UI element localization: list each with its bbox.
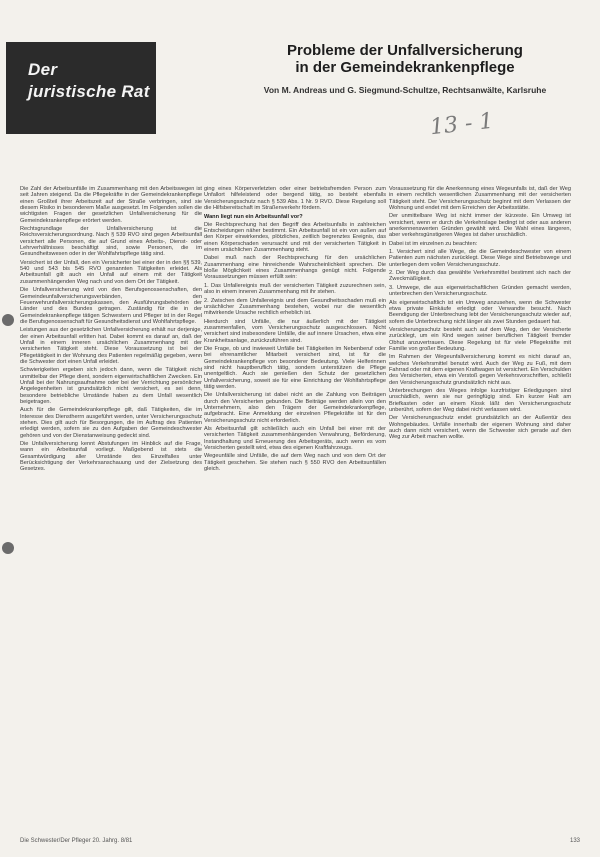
- paragraph: Die Frage, ob und inwieweit Unfälle bei Tätigkeiten im Nebenberuf oder bei ehrenamtlicher Mitarbeit versichert sind, ist für die Gemeindekrankenpflege von besonderer Bedeutung. Viele Helferinnen sind nicht hauptberuflich tätig, sondern unterstützen die Pflege unentgeltlich. Auch sie genießen den Schutz der gesetzlichen Unfallversicherung, soweit sie für eine Einrichtung der Wohlfahrtspflege tätig werden.: [204, 345, 386, 390]
- paragraph: Dabei muß nach der Rechtsprechung für den ursächlichen Zusammenhang eine hinreichende Wahrscheinlichkeit sprechen. Die bloße Möglichkeit eines Zusammenhangs genügt nicht. Folgende Voraussetzungen müssen erfüllt sein:: [204, 255, 386, 281]
- title-line-2: in der Gemeindekrankenpflege: [295, 59, 515, 76]
- article-authors: Von M. Andreas und G. Siegmund-Schultze, Rechtsanwälte, Karlsruhe: [263, 85, 547, 95]
- paragraph: Als eigenwirtschaftlich ist ein Umweg anzusehen, wenn die Schwester etwa private Einkäufe erledigt oder Verwandte besucht. Nach Beendigung der Unterbrechung lebt der Versicherungsschutz wieder auf, sofern die Unterbrechung nicht länger als zwei Stunden gedauert hat.: [389, 299, 571, 325]
- paragraph: Wegeunfälle sind Unfälle, die auf dem Weg nach und von dem Ort der Tätigkeit geschehen. Sie stehen nach § 550 RVO den Arbeitsunfällen gleich.: [204, 453, 386, 473]
- paragraph: Unterbrechungen des Weges infolge kurzfristiger Erledigungen sind unschädlich, wenn sie nur geringfügig sind. Ein kurzer Halt am Briefkasten oder an einem Kiosk läßt den Versicherungsschutz unberührt, sofern der Weg dabei nicht verlassen wird.: [389, 387, 571, 413]
- paragraph: Der unmittelbare Weg ist nicht immer der kürzeste. Ein Umweg ist versichert, wenn er durch die Verkehrslage bedingt ist oder aus anderen anerkennenswerten Gründen gewählt wird. Die Wahl eines längeren, aber verkehrsgünstigeren Weges ist daher unschädlich.: [389, 213, 571, 239]
- banner-line-1: Der: [28, 60, 58, 79]
- paragraph: ging eines Körperverletzten oder einer betriebsfremden Person zum Unfallort hilfeleistend oder bergend tätig, so besteht ebenfalls Versicherungsschutz nach § 539 Abs. 1 Nr. 9 RVO. Diese Regelung soll die Hilfsbereitschaft im Straßenverkehr fördern.: [204, 186, 386, 212]
- paragraph: Die Zahl der Arbeitsunfälle im Zusammenhang mit den Arbeitswegen ist seit Jahren steigend. Da die Pflegekräfte in der Gemeindekrankenpflege einen Großteil ihrer Arbeitszeit auf der Straße verbringen, sind sie diesem Risiko in besonderem Maße ausgesetzt. Im Folgenden sollen die wichtigsten Fragen der gesetzlichen Unfallversicherung für die Gemeindekrankenpflege erörtert werden.: [20, 186, 202, 224]
- paragraph: 1. Das Unfallereignis muß der versicherten Tätigkeit zuzurechnen sein, also in einem inneren Zusammenhang mit ihr stehen.: [204, 282, 386, 296]
- paragraph: Die Unfallversicherung wird von den Berufsgenossenschaften, den Gemeindeunfallversicherungsverbänden, den Feuerwehrunfallversicherungskassen, den Ausführungsbehörden der Länder und des Bundes getragen. Zuständig für die in der Gemeindekrankenpflege tätigen Schwestern und Pfleger ist in der Regel die Berufsgenossenschaft für Gesundheitsdienst und Wohlfahrtspflege.: [20, 287, 202, 325]
- paragraph: Auch für die Gemeindekrankenpflege gilt, daß Tätigkeiten, die im Interesse des Dienstherrn ausgeführt werden, unter Versicherungsschutz stehen. Dies gilt auch für Besorgungen, die im Auftrag des Patienten erledigt werden, sofern sie zu den Aufgaben der Gemeindeschwester gehören und von der Dienstanweisung gedeckt sind.: [20, 407, 202, 439]
- paragraph: Der Versicherungsschutz endet grundsätzlich an der Außentür des Wohngebäudes. Unfälle innerhalb der eigenen Wohnung sind daher auch dann nicht versichert, wenn die Schwester sich gerade auf den Weg zur Arbeit machen wollte.: [389, 415, 571, 441]
- paragraph: 1. Versichert sind alle Wege, die die Gemeindeschwester von einem Patienten zum nächsten zurücklegt. Diese Wege sind Betriebswege und unterliegen dem vollen Versicherungsschutz.: [389, 249, 571, 268]
- paragraph: Rechtsgrundlage der Unfallversicherung ist die Reichsversicherungsordnung. Nach § 539 RVO sind gegen Arbeitsunfall versichert alle Personen, die auf Grund eines Arbeits-, Dienst- oder Lehrverhältnisses beschäftigt sind, sowie Personen, die im Gesundheitswesen oder in der Wohlfahrtspflege tätig sind.: [20, 226, 202, 258]
- paragraph: Hierdurch sind Unfälle, die nur äußerlich mit der Tätigkeit zusammenfallen, vom Versicherungsschutz ausgeschlossen. Nicht versichert sind insbesondere Unfälle, die auf innere Ursachen, etwa eine Krankheitsanlage, zurückzuführen sind.: [204, 318, 386, 344]
- paragraph: Versicherungsschutz besteht auch auf dem Weg, den der Versicherte zurücklegt, um ein Kind wegen seiner beruflichen Tätigkeit fremder Obhut anzuvertrauen. Diese Regelung ist für viele Pflegekräfte mit Familie von großer Bedeutung.: [389, 326, 571, 352]
- punch-hole-icon: [2, 542, 14, 554]
- article-title: [250, 42, 560, 76]
- text-column-3: [389, 186, 571, 822]
- paragraph: Im Rahmen der Wegeunfallversicherung kommt es nicht darauf an, welches Verkehrsmittel benutzt wird. Auch der Weg zu Fuß, mit dem Fahrrad oder mit dem eigenen Kraftwagen ist versichert. Ein Verschulden des Versicherten, etwa ein Verstoß gegen Verkehrsvorschriften, schließt den Versicherungsschutz grundsätzlich nicht aus.: [389, 354, 571, 386]
- paragraph: Die Unfallversicherung kennt Abstufungen im Hinblick auf die Frage, wann ein Arbeitsunfall vorliegt. Maßgebend ist stets die Gesamtwürdigung aller Umstände des Einzelfalles unter Berücksichtigung der Verkehrsanschauung und der Zielsetzung des Gesetzes.: [20, 441, 202, 473]
- paragraph: Die Unfallversicherung ist dabei nicht an die Zahlung von Beiträgen durch den Versicherten gebunden. Die Beiträge werden allein von den Unternehmern, also den Trägern der Gemeindekrankenpflege, aufgebracht. Eine Anmeldung der einzelnen Pflegekräfte ist für den Versicherungsschutz nicht erforderlich.: [204, 392, 386, 424]
- paragraph: Leistungen aus der gesetzlichen Unfallversicherung erhält nur derjenige, der einen Arbeitsunfall erlitten hat. Dabei kommt es darauf an, daß der Unfall in einem inneren ursächlichen Zusammenhang mit der versicherten Tätigkeit steht. Diese Voraussetzung ist bei der Pflegetätigkeit in der Wohnung des Patienten regelmäßig gegeben, wenn die Schwester dort einen Unfall erleidet.: [20, 327, 202, 365]
- paragraph: Versichert ist der Unfall, den ein Versicherter bei einer der in den §§ 539, 540 und 543 bis 545 RVO genannten Tätigkeiten erleidet. Als Arbeitsunfall gilt auch ein Unfall auf einem mit der Tätigkeit zusammenhängenden Weg nach und von dem Ort der Tätigkeit.: [20, 259, 202, 285]
- handwritten-annotation: 13 - 1: [428, 108, 495, 141]
- paragraph: Voraussetzung für die Anerkennung eines Wegeunfalls ist, daß der Weg in einem rechtlich wesentlichen Zusammenhang mit der versicherten Tätigkeit steht. Der Versicherungsschutz beginnt mit dem Verlassen der Wohnung und endet mit dem Erreichen der Arbeitsstätte.: [389, 186, 571, 212]
- paragraph: 3. Umwege, die aus eigenwirtschaftlichen Gründen gemacht werden, unterbrechen den Versicherungsschutz.: [389, 284, 571, 298]
- text-column-1: [20, 186, 202, 822]
- paragraph: Schwierigkeiten ergeben sich jedoch dann, wenn die Tätigkeit nicht unmittelbar der Pflege dient, sondern eigenwirtschaftlichen Zwecken. Ein Unfall bei der Nahrungsaufnahme oder bei der Verrichtung persönlicher Angelegenheiten ist grundsätzlich nicht versichert, es sei denn, besondere betriebliche Umstände haben zu dem Unfall wesentlich beigetragen.: [20, 367, 202, 405]
- page-footer: [20, 838, 580, 848]
- punch-hole-icon: [2, 314, 14, 326]
- paragraph: Die Rechtsprechung hat den Begriff des Arbeitsunfalls in zahlreichen Entscheidungen näher bestimmt. Ein Arbeitsunfall ist ein von außen auf den Körper einwirkendes, plötzliches, zeitlich begrenztes Ereignis, das einen Körperschaden verursacht und mit der versicherten Tätigkeit in einem ursächlichen Zusammenhang steht.: [204, 221, 386, 254]
- footer-journal: Die Schwester/Der Pfleger 20. Jahrg. 8/81: [20, 838, 133, 844]
- paragraph: Dabei ist im einzelnen zu beachten:: [389, 240, 478, 247]
- paragraph: 2. Zwischen dem Unfallereignis und dem Gesundheitsschaden muß ein ursächlicher Zusammenhang bestehen, wobei nur die wesentlich mitwirkende Ursache rechtlich erheblich ist.: [204, 297, 386, 317]
- paragraph: Als Arbeitsunfall gilt schließlich auch ein Unfall bei einer mit der versicherten Tätigkeit zusammenhängenden Verwahrung, Beförderung, Instandhaltung und Erneuerung des Arbeitsgeräts, auch wenn es vom Versicherten gestellt wird, etwa des eigenen Kraftfahrzeugs.: [204, 426, 386, 452]
- banner-line-2: juristische Rat: [28, 82, 150, 101]
- section-heading: Wann liegt nun ein Arbeitsunfall vor?: [204, 214, 303, 221]
- section-banner: [6, 42, 156, 134]
- paragraph: 2. Der Weg durch das gewählte Verkehrsmittel bestimmt sich nach der Zweckmäßigkeit.: [389, 270, 571, 283]
- title-line-1: Probleme der Unfallversicherung: [287, 42, 523, 59]
- page-number: 133: [569, 838, 580, 844]
- text-column-2: [204, 186, 386, 822]
